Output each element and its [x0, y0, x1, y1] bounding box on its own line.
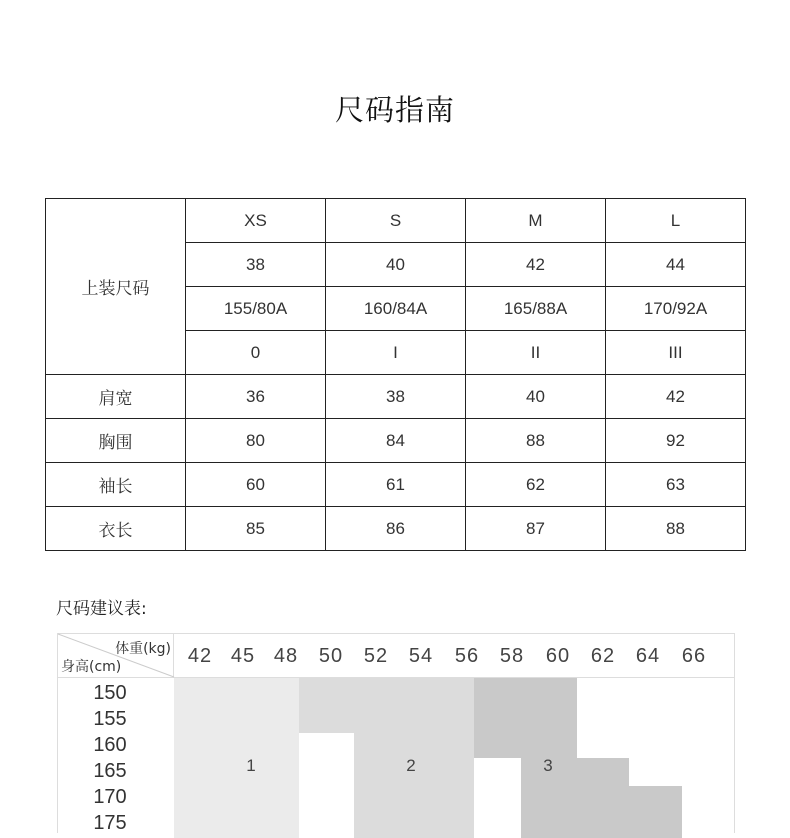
measure-value: 88: [466, 419, 606, 463]
measure-value: 60: [186, 463, 326, 507]
measure-value: 62: [466, 463, 606, 507]
measure-value: 92: [606, 419, 746, 463]
height-tick: 170: [93, 786, 127, 808]
zone-label: 1: [246, 756, 256, 775]
measure-value: 61: [326, 463, 466, 507]
weight-tick: 66: [681, 645, 707, 667]
measure-value: 87: [466, 507, 606, 551]
weight-tick: 50: [318, 645, 344, 667]
weight-tick: 64: [635, 645, 661, 667]
measure-value: 86: [326, 507, 466, 551]
size-cell: XS: [186, 199, 326, 243]
measure-value: 38: [326, 375, 466, 419]
measure-value: 88: [606, 507, 746, 551]
measure-value: 84: [326, 419, 466, 463]
weight-tick: 42: [187, 645, 213, 667]
measure-row: [46, 463, 746, 507]
size-cell: 160/84A: [326, 287, 466, 331]
weight-tick: 48: [273, 645, 299, 667]
weight-axis-label: 体重(kg): [115, 641, 171, 657]
axis-corner: [58, 634, 174, 677]
size-cell: 44: [606, 243, 746, 287]
weight-tick: 62: [590, 645, 616, 667]
size-cell: 155/80A: [186, 287, 326, 331]
size-cell: 40: [326, 243, 466, 287]
size-table: [45, 198, 746, 551]
height-tick: 155: [93, 708, 127, 730]
size-zone: [299, 678, 354, 733]
size-cell: III: [606, 331, 746, 375]
size-cell: S: [326, 199, 466, 243]
size-cell: I: [326, 331, 466, 375]
size-zone: [474, 678, 577, 758]
measure-value: 63: [606, 463, 746, 507]
measure-label: 袖长: [46, 463, 186, 507]
weight-tick: 56: [454, 645, 480, 667]
size-cell: 170/92A: [606, 287, 746, 331]
size-cell: 0: [186, 331, 326, 375]
weight-tick: 54: [408, 645, 434, 667]
size-cell: M: [466, 199, 606, 243]
measure-label: 肩宽: [46, 375, 186, 419]
measure-value: 42: [606, 375, 746, 419]
height-tick: 175: [93, 812, 127, 834]
height-tick: 150: [93, 682, 127, 704]
size-header-row: [46, 199, 746, 243]
size-cell: 165/88A: [466, 287, 606, 331]
measure-value: 85: [186, 507, 326, 551]
height-axis-label: 身高(cm): [61, 659, 122, 675]
size-cell: 42: [466, 243, 606, 287]
zone-label: 3: [543, 756, 553, 775]
measure-value: 36: [186, 375, 326, 419]
measure-label: 胸围: [46, 419, 186, 463]
page-title: 尺码指南: [334, 93, 455, 127]
height-tick: 165: [93, 760, 127, 782]
measure-value: 80: [186, 419, 326, 463]
weight-tick: 45: [230, 645, 256, 667]
measure-row: [46, 419, 746, 463]
weight-tick: 60: [545, 645, 571, 667]
size-cell: II: [466, 331, 606, 375]
weight-header-row: [58, 634, 734, 678]
zone-label: 2: [406, 756, 416, 775]
measure-value: 40: [466, 375, 606, 419]
suggestion-title: 尺码建议表:: [56, 599, 147, 619]
size-zone: [577, 758, 629, 786]
size-cell: L: [606, 199, 746, 243]
measure-row: [46, 507, 746, 551]
height-tick: 160: [93, 734, 127, 756]
measure-row: [46, 375, 746, 419]
size-suggestion-chart: [57, 633, 735, 833]
measure-label: 衣长: [46, 507, 186, 551]
weight-tick: 52: [363, 645, 389, 667]
size-zone: [628, 786, 682, 838]
weight-tick: 58: [499, 645, 525, 667]
size-cell: 38: [186, 243, 326, 287]
group-label-cell: 上装尺码: [46, 199, 186, 375]
